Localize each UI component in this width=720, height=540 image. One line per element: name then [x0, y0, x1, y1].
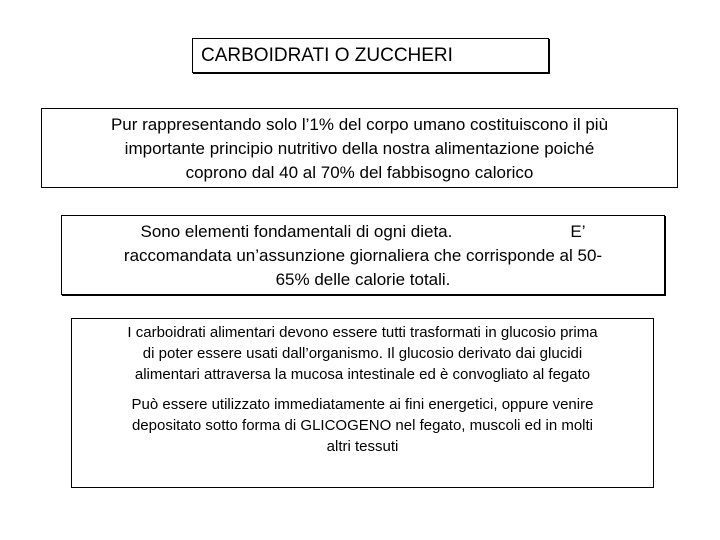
- glucose-p2-line-1: Può essere utilizzato immediatamente ai fini energetici, oppure venire: [131, 396, 594, 413]
- glucose-p1-line-3: alimentari attraversa la mucosa intestinale ed è convogliato al fegato: [134, 366, 591, 383]
- slide-title: CARBOIDRATI O ZUCCHERI: [201, 45, 453, 66]
- glucose-p2-line-2: depositato sotto forma di GLICOGENO nel fegato, muscoli ed in molti: [131, 417, 594, 434]
- glucose-p2-line-3: altri tessuti: [326, 438, 399, 455]
- intro-text-box: [41, 108, 678, 188]
- intro-line-2: importante principio nutritivo della nostra alimentazione poiché: [124, 139, 595, 158]
- diet-line-2: raccomandata un’assunzione giornaliera che corrisponde al 50-: [123, 246, 603, 265]
- diet-line-1a: Sono elementi fondamentali di ogni dieta.: [140, 222, 453, 241]
- intro-line-1: Pur rappresentando solo l’1% del corpo umano costituiscono il più: [110, 115, 609, 134]
- diet-line-1b: E’: [570, 222, 586, 241]
- diet-text-box: [61, 215, 665, 295]
- glucose-p1-line-2: di poter essere usati dall’organismo. Il glucosio derivato dai glucidi: [142, 345, 583, 362]
- glucose-paragraph-1: [78, 322, 647, 385]
- glucose-p1-line-1: I carboidrati alimentari devono essere tutti trasformati in glucosio prima: [127, 324, 598, 341]
- glucose-text-box: [71, 318, 654, 488]
- intro-line-3: coprono dal 40 al 70% del fabbisogno calorico: [185, 163, 534, 182]
- glucose-paragraph-2: [78, 394, 647, 457]
- diet-line-3: 65% delle calorie totali.: [275, 270, 451, 289]
- title-box: [192, 38, 549, 73]
